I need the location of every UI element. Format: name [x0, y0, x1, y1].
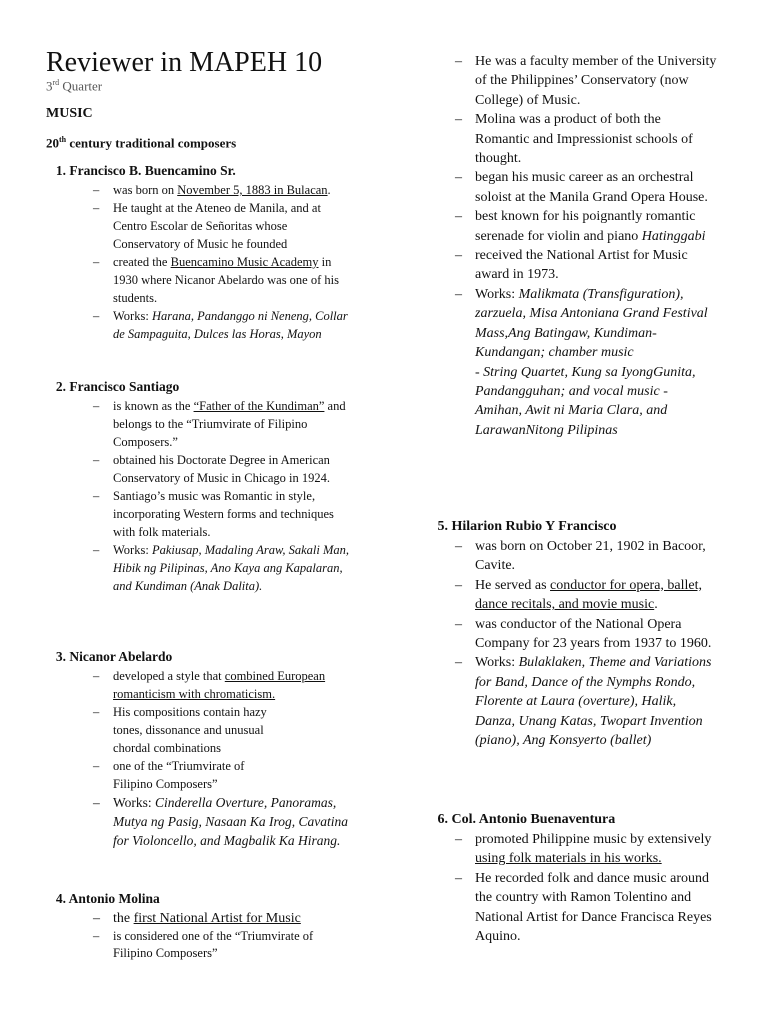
list-item: – was conductor of the National Opera Company for 23 years from 1937 to 1960.	[455, 616, 712, 652]
document-title: Reviewer in MAPEH 10	[46, 47, 323, 78]
composer-bullets	[455, 537, 718, 750]
list-item: – was born on October 21, 1902 in Bacoor, Cavite.	[455, 539, 706, 574]
list-item: – is known as the “Father of the Kundiman” and belongs to the “Triumvirate of Filipino Composers.”	[93, 399, 346, 449]
list-item: – developed a style that combined European romanticism with chromaticism.	[93, 669, 326, 701]
composer-heading: 1. Francisco B. Buencamino Sr.	[55, 163, 236, 178]
list-item: – one of the “Triumvirate of Filipino Composers”	[93, 759, 245, 791]
composer-entry	[46, 890, 366, 962]
list-item: – He was a faculty member of the University of the Philippines’ Conservatory (now College) of Music.	[455, 54, 717, 108]
composer-heading: 4. Antonio Molina	[55, 891, 160, 906]
list-item: – He taught at the Ateneo de Manila, and at Centro Escolar de Señoritas whose Conservatory of Music he founded	[93, 201, 321, 251]
list-item: – is considered one of the “Triumvirate of Filipino Composers”	[93, 929, 314, 960]
list-item: – Works: Malikmata (Transfiguration), zarzuela, Misa Antoniana Grand Festival Mass,Ang Batingaw, Kundiman-Kundangan; chamber music - String Quartet, Kung sa IyongGunita, Pandangguhan; and vocal music - Amihan, Awit ni Maria Clara, and LarawanNitong Pilipinas	[455, 286, 708, 438]
list-item: – the first National Artist for Music	[93, 911, 301, 926]
list-item: – Works: Cinderella Overture, Panoramas, Mutya ng Pasig, Nasaan Ka Irog, Cavatina for Violoncello, and Magbalik Ka Hirang.	[93, 795, 348, 848]
composer-bullets	[93, 181, 356, 343]
composer-heading: 6. Col. Antonio Buenaventura	[437, 812, 616, 827]
quarter-label: 3rd Quarter	[46, 78, 103, 94]
subsection-heading: 20th century traditional composers	[46, 135, 237, 151]
composer-entry	[46, 378, 366, 595]
list-item: – His compositions contain hazy tones, dissonance and unusual chordal combinations	[93, 705, 267, 755]
composer-entry	[428, 811, 728, 946]
list-item: – obtained his Doctorate Degree in American Conservatory of Music in Chicago in 1924.	[93, 453, 330, 485]
composer-entry	[46, 162, 366, 343]
composer-bullets	[93, 667, 356, 850]
list-item: – promoted Philippine music by extensively using folk materials in his works.	[455, 832, 712, 867]
composer-heading: 5. Hilarion Rubio Y Francisco	[437, 519, 617, 534]
section-heading: MUSIC	[46, 106, 93, 121]
list-item: – was born on November 5, 1883 in Bulacan.	[93, 183, 331, 197]
list-item: – Works: Pakiusap, Madaling Araw, Sakali Man, Hibik ng Pilipinas, Ano Kaya ang Kapalaran, and Kundiman (Anak Dalita).	[93, 543, 350, 593]
list-item: – created the Buencamino Music Academy in 1930 where Nicanor Abelardo was one of his students.	[93, 255, 339, 305]
list-item: – began his music career as an orchestral soloist at the Manila Grand Opera House.	[455, 170, 708, 205]
composer-bullets	[455, 830, 718, 946]
composer-entry	[428, 518, 728, 750]
list-item: – best known for his poignantly romantic serenade for violin and piano Hatinggabi	[455, 209, 706, 244]
composer-bullets	[455, 52, 718, 440]
composer-bullets	[93, 909, 356, 962]
list-item: – Works: Bulaklaken, Theme and Variations for Band, Dance of the Nymphs Rondo, Florente at Laura (overture), Halik, Danza, Unang Katas, Twopart Invention (piano), Ang Konsyerto (ballet)	[455, 655, 712, 749]
composer-heading: 3. Nicanor Abelardo	[55, 649, 173, 664]
list-item: – Molina was a product of both the Romantic and Impressionist schools of thought.	[455, 112, 693, 167]
composer-bullets	[93, 397, 356, 595]
composer-heading: 2. Francisco Santiago	[55, 379, 180, 394]
composer-continuation	[428, 52, 728, 440]
list-item: – Santiago’s music was Romantic in style, incorporating Western forms and techniques with folk materials.	[93, 489, 334, 539]
list-item: – He recorded folk and dance music around the country with Ramon Tolentino and National Artist for Dance Francisca Reyes Aquino.	[455, 870, 712, 945]
list-item: – Works: Harana, Pandanggo ni Neneng, Collar de Sampaguita, Dulces las Horas, Mayon	[93, 309, 348, 341]
list-item: – He served as conductor for opera, ballet, dance recitals, and movie music.	[455, 577, 703, 613]
composer-entry	[46, 648, 366, 850]
list-item: – received the National Artist for Music award in 1973.	[455, 248, 688, 283]
